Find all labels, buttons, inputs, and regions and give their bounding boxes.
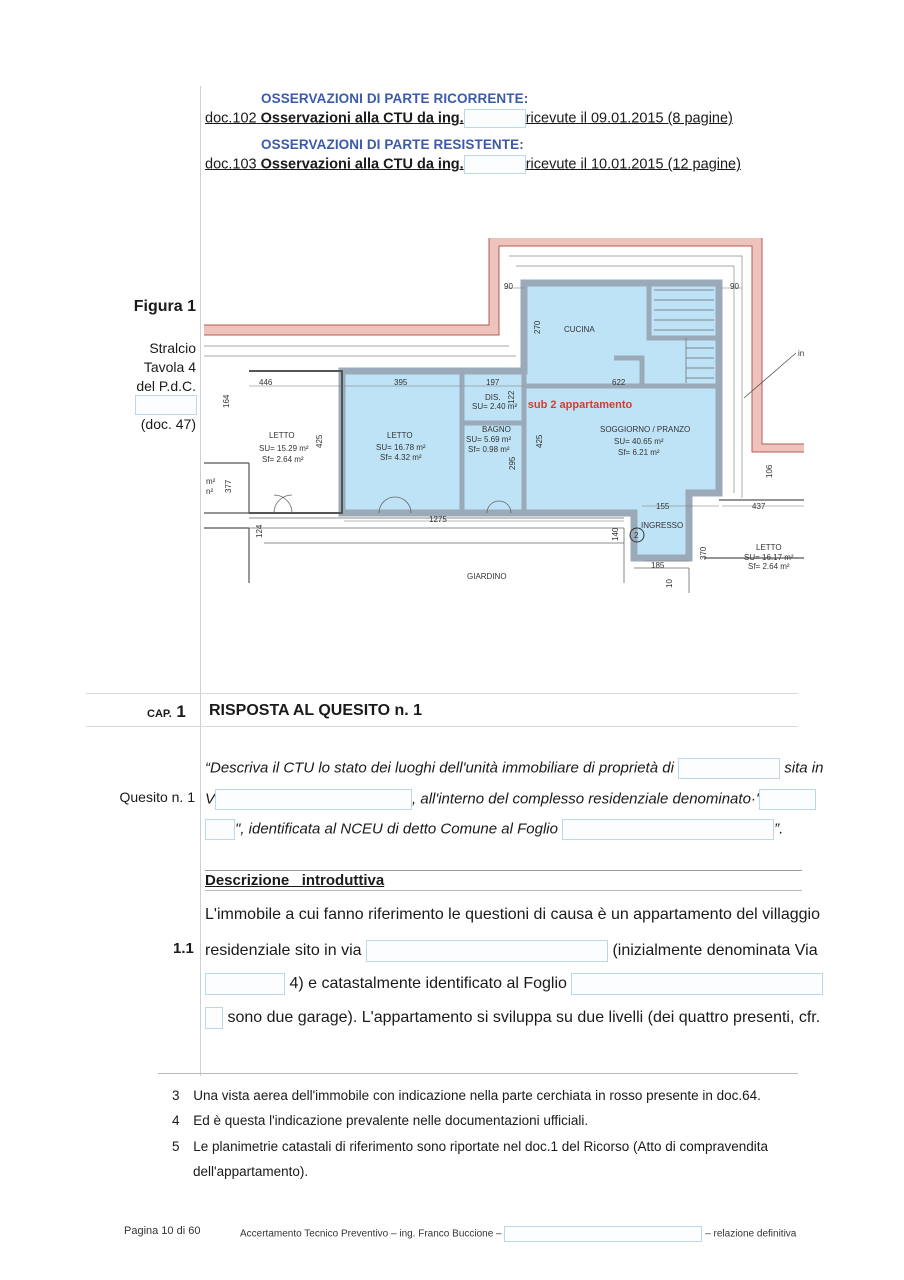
dim-106: 106 — [765, 464, 774, 478]
dim-425b: 425 — [535, 434, 544, 448]
label-letto-right: LETTO — [756, 543, 782, 552]
dim-122: 122 — [507, 390, 516, 404]
figure-caption-2: Tavola 4 — [143, 359, 196, 375]
footer-title — [240, 1226, 796, 1242]
section-rule — [205, 870, 802, 871]
section-paragraph-1: L'immobile a cui fanno riferimento le questioni di causa è un appartamento del villaggio — [205, 906, 820, 923]
dim-446: 446 — [259, 378, 273, 387]
leader-label: in — [798, 349, 804, 358]
redacted-box — [205, 1007, 223, 1029]
chapter-number — [147, 702, 186, 722]
dim-185: 185 — [651, 561, 665, 570]
dim-370: 370 — [699, 546, 708, 560]
quesito-line-3 — [205, 819, 783, 840]
section-text: residenziale sito in via — [205, 942, 362, 960]
dim-140: 140 — [611, 527, 620, 541]
quesito-text: “Descriva il CTU lo stato dei luoghi dell'unità immobiliare di proprietà di — [205, 759, 674, 777]
label-bagno-su: SU= 5.69 m² — [466, 435, 512, 444]
dim-155: 155 — [656, 502, 670, 511]
figure-caption-doc: (doc. 47) — [140, 416, 196, 432]
footnote-5-cont: dell'appartamento). — [193, 1164, 309, 1179]
footnote-text: Una vista aerea dell'immobile con indicazione nella parte cerchiata in rosso presente in doc.64. — [193, 1088, 761, 1103]
dim-197: 197 — [486, 378, 500, 387]
quesito-text: V — [205, 790, 216, 808]
chapter-title: RISPOSTA AL QUESITO n. 1 — [209, 702, 423, 719]
quesito-text: ", identificata al NCEU di detto Comune al Foglio — [235, 820, 558, 838]
dim-10: 10 — [665, 579, 674, 588]
figure-label: Figura 1 — [133, 298, 196, 315]
quesito-line-2 — [205, 789, 816, 810]
redacted-box — [215, 789, 412, 810]
dim-mq2: n² — [206, 487, 214, 496]
doc103-text: Osservazioni alla CTU da ing. — [260, 156, 464, 173]
redacted-box — [571, 973, 823, 995]
quesito-text: , all'interno del complesso residenziale denominato·' — [412, 790, 759, 808]
footnote-3 — [172, 1088, 761, 1103]
dim-425a: 425 — [315, 434, 324, 448]
doc102-line — [205, 109, 733, 128]
section-paragraph-3 — [205, 973, 823, 995]
dim-270: 270 — [533, 320, 542, 334]
label-letto-mid-su: SU= 16.78 m² — [376, 443, 426, 452]
footnote-number: 4 — [172, 1113, 180, 1128]
redacted-box — [759, 789, 816, 810]
dim-mq1: m² — [206, 477, 216, 486]
label-dis: DIS. — [485, 393, 501, 402]
dim-90a: 90 — [504, 282, 513, 291]
label-letto-mid: LETTO — [387, 431, 413, 440]
label-dis-su: SU= 2.40 m² — [472, 402, 518, 411]
circle-2-label: 2 — [634, 531, 639, 540]
section-text: 4) e catastalmente identificato al Foglio — [289, 975, 567, 993]
doc102-received: ricevute il 09.01.2015 (8 pagine) — [525, 110, 733, 127]
dim-437: 437 — [752, 502, 766, 511]
dim-164: 164 — [222, 394, 231, 408]
label-letto-mid-sf: Sf= 4.32 m² — [380, 453, 422, 462]
left-room-walls — [249, 371, 342, 513]
footnote-number: 3 — [172, 1088, 180, 1103]
apartment-area — [342, 283, 719, 558]
redacted-box — [205, 973, 285, 995]
label-cucina: CUCINA — [564, 325, 595, 334]
chapter-rule-bottom — [86, 726, 798, 727]
dim-1275: 1275 — [429, 515, 447, 524]
footnote-text: Ed è questa l'indicazione prevalente nelle documentazioni ufficiali. — [193, 1113, 589, 1128]
page-number: Pagina 10 di 60 — [124, 1225, 201, 1237]
dim-622: 622 — [612, 378, 626, 387]
label-letto-left-sf: Sf= 2.64 m² — [262, 455, 304, 464]
label-letto-right-su: SU= 16.17 m² — [744, 553, 794, 562]
footnote-4 — [172, 1113, 588, 1128]
doc102-number: doc.102 — [205, 110, 257, 127]
resistente-title: OSSERVAZIONI DI PARTE RESISTENTE: — [261, 137, 524, 152]
footer-title-text: Accertamento Tecnico Preventivo – ing. Franco Buccione – — [240, 1228, 502, 1240]
chapter-rule-top — [86, 693, 798, 694]
section-text: sono due garage). L'appartamento si sviluppa su due livelli (dei quattro presenti, cfr. — [227, 1009, 821, 1027]
section-paragraph-4 — [205, 1007, 820, 1029]
label-soggiorno-su: SU= 40.65 m² — [614, 437, 664, 446]
quesito-label: Quesito n. 1 — [119, 789, 195, 805]
redacted-box — [678, 758, 780, 779]
footnote-text: Le planimetrie catastali di riferimento sono riportate nel doc.1 del Ricorso (Atto di compravendita — [193, 1139, 769, 1154]
doc103-received: ricevute il 10.01.2015 (12 pagine) — [525, 156, 741, 173]
label-giardino: GIARDINO — [467, 572, 507, 581]
garden-lines — [249, 518, 689, 593]
footnote-number: 5 — [172, 1139, 180, 1154]
section-text: (inizialmente denominata Via — [612, 942, 818, 960]
footer-suffix: – relazione definitiva — [705, 1228, 797, 1240]
doc103-line — [205, 155, 741, 174]
section-heading: Descrizione introduttiva — [205, 872, 385, 889]
redacted-box — [562, 819, 774, 840]
label-soggiorno-sf: Sf= 6.21 m² — [618, 448, 660, 457]
doc103-number: doc.103 — [205, 156, 257, 173]
redacted-box — [135, 395, 197, 415]
dim-377: 377 — [224, 479, 233, 493]
margin-rule — [200, 86, 201, 1076]
label-letto-right-sf: Sf= 2.64 m² — [748, 562, 790, 571]
redacted-box — [205, 819, 235, 840]
doc102-text: Osservazioni alla CTU da ing. — [260, 110, 464, 127]
label-ingresso: INGRESSO — [641, 521, 684, 530]
section-paragraph-2 — [205, 940, 818, 962]
dim-124: 124 — [255, 524, 264, 538]
figure-caption-3: del P.d.C. — [136, 378, 196, 394]
chapter-cap-label: CAP. — [147, 708, 172, 720]
footnote-5 — [172, 1139, 768, 1154]
dim-295: 295 — [508, 456, 517, 470]
section-number: 1.1 — [173, 940, 194, 957]
quesito-text: sita in — [784, 759, 824, 777]
chapter-num: 1 — [176, 702, 186, 721]
dim-90b: 90 — [730, 282, 739, 291]
figure-caption-1: Stralcio — [149, 340, 196, 356]
redacted-box — [504, 1226, 702, 1242]
section-rule-bottom — [205, 890, 802, 891]
label-soggiorno: SOGGIORNO / PRANZO — [600, 425, 691, 434]
label-letto-left-su: SU= 15.29 m² — [259, 444, 309, 453]
dim-395: 395 — [394, 378, 408, 387]
ricorrente-title: OSSERVAZIONI DI PARTE RICORRENTE: — [261, 91, 529, 106]
floor-plan — [204, 238, 804, 593]
quesito-text: ”. — [774, 820, 784, 838]
label-letto-left: LETTO — [269, 431, 295, 440]
redacted-box — [366, 940, 608, 962]
redacted-box — [464, 155, 526, 174]
label-bagno-sf: Sf= 0.98 m² — [468, 445, 510, 454]
label-bagno: BAGNO — [482, 425, 511, 434]
quesito-line-1 — [205, 758, 823, 779]
footnote-rule — [158, 1073, 798, 1074]
label-sub2: sub 2 appartamento — [527, 399, 633, 411]
redacted-box — [464, 109, 526, 128]
